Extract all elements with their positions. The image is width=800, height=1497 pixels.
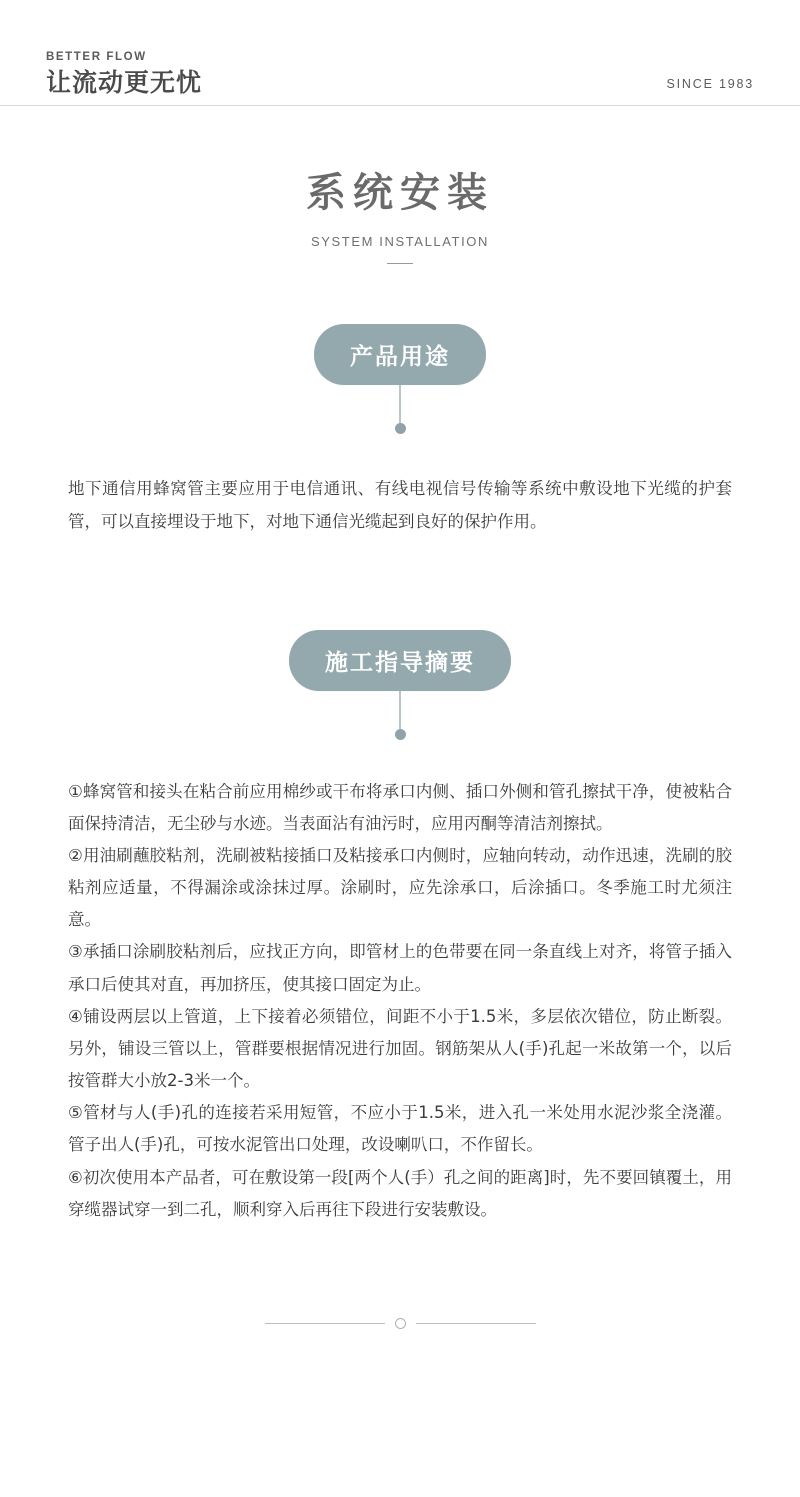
section-heading-wrap-2 (0, 630, 800, 740)
list-item: ③承插口涂刷胶粘剂后，应找正方向，即管材上的色带要在同一条直线上对齐，将管子插入承口后使其对直，再加挤压，使其接口固定为止。 (68, 942, 732, 994)
heading-connector-dot (395, 423, 406, 434)
section-heading-product-usage: 产品用途 (314, 324, 486, 385)
since-label: SINCE 1983 (666, 76, 754, 91)
heading-connector-dot-2 (395, 729, 406, 740)
footer-circle-icon (395, 1318, 406, 1329)
brand-chinese-name: 让流动更无忧 (46, 67, 203, 97)
list-item: ⑤管材与人(手)孔的连接若采用短管，不应小于1.5米，进入孔一米处用水泥沙浆全浇灌。管子出人(手)孔，可按水泥管出口处理，改设喇叭口，不作留长。 (68, 1103, 732, 1155)
title-divider (387, 263, 413, 264)
brand-logo (46, 52, 202, 95)
heading-connector-line (399, 385, 401, 423)
section-heading-construction-guide: 施工指导摘要 (289, 630, 511, 691)
heading-connector-line-2 (399, 691, 401, 729)
section-heading-wrap (0, 324, 800, 434)
list-item: ②用油刷蘸胶粘剂，洗刷被粘接插口及粘接承口内侧时，应轴向转动，动作迅速，洗刷的胶粘剂应适量，不得漏涂或涂抹过厚。涂刷时，应先涂承口，后涂插口。冬季施工时尤须注意。 (68, 845, 732, 930)
list-item: ①蜂窝管和接头在粘合前应用棉纱或干布将承口内侧、插口外侧和管孔擦拭干净，使被粘合面保持清洁，无尘砂与水迹。当表面沾有油污时，应用丙酮等清洁剂擦拭。 (68, 781, 732, 833)
footer-line-left (265, 1323, 385, 1324)
title-english: SYSTEM INSTALLATION (310, 233, 489, 249)
title-chinese: 系统安装 (306, 169, 494, 216)
list-item: ⑥初次使用本产品者，可在敷设第一段[两个人(手）孔之间的距离]时，先不要回镇覆土，用穿缆器试穿一到二孔，顺利穿入后再往下段进行安装敷设。 (68, 1167, 732, 1219)
page-title (0, 161, 800, 264)
construction-steps-list (68, 776, 732, 1226)
page-header (0, 0, 800, 106)
section-product-usage (0, 324, 800, 538)
brand-english-name: BETTER FLOW (46, 51, 147, 63)
list-item: ④铺设两层以上管道，上下接着必须错位，间距不小于1.5米，多层依次错位，防止断裂。另外，铺设三管以上，管群要根据情况进行加固。钢筋架从人(手)孔起一米故第一个，以后按管群大小放2-3米一个。 (68, 1006, 732, 1091)
page-footer-ornament (0, 1318, 800, 1389)
product-usage-text (68, 472, 732, 538)
product-usage-paragraph: 地下通信用蜂窝管主要应用于电信通讯、有线电视信号传输等系统中敷设地下光缆的护套管，可以直接埋设于地下，对地下通信光缆起到良好的保护作用。 (68, 478, 732, 531)
footer-line-right (416, 1323, 536, 1324)
section-construction-guide (0, 630, 800, 1226)
